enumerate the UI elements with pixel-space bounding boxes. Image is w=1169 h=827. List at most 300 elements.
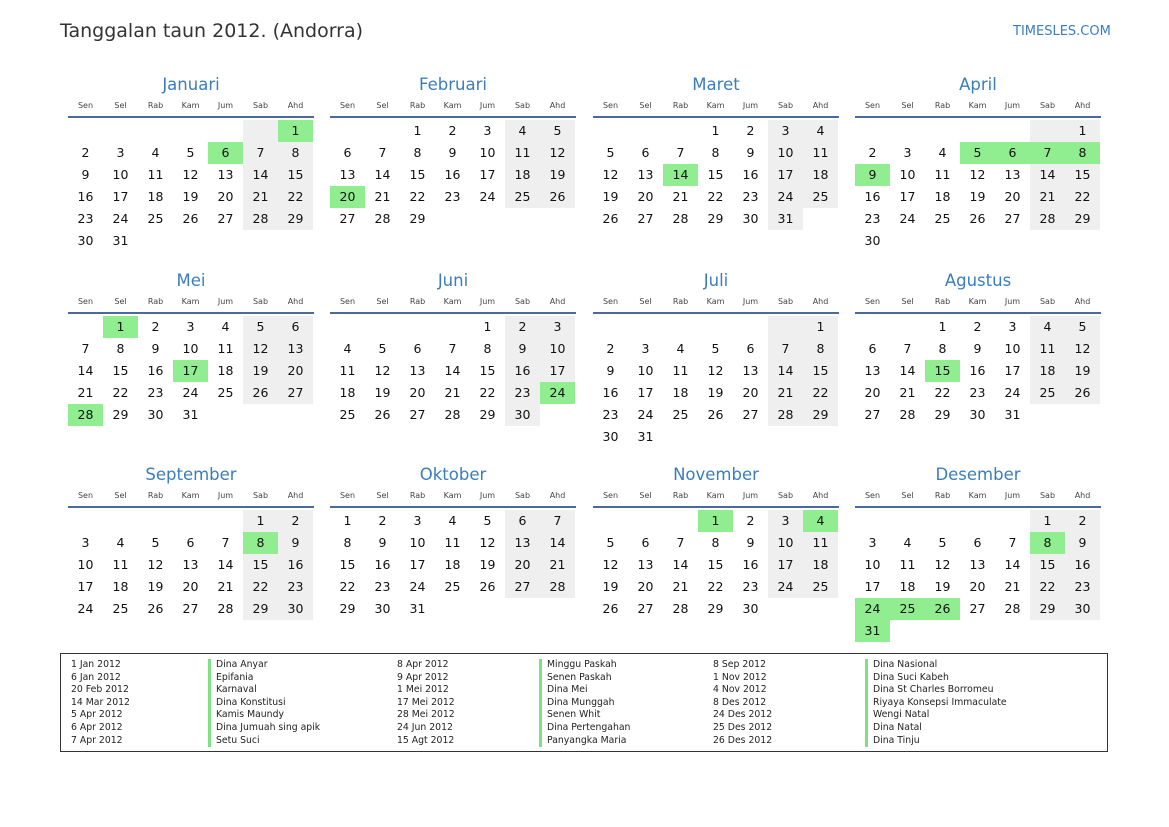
day-cell: 18 bbox=[339, 385, 356, 400]
empty-cell bbox=[593, 510, 628, 532]
day-cell: 19 bbox=[969, 189, 986, 204]
day-cell: 9 bbox=[746, 145, 755, 160]
day-cell: 1 bbox=[1030, 510, 1065, 532]
day-cell: 16 bbox=[969, 363, 986, 378]
day-cell: 22 bbox=[1030, 576, 1065, 598]
day-cell: 2 bbox=[81, 145, 90, 160]
day-cell: 22 bbox=[409, 189, 426, 204]
day-cell: 23 bbox=[444, 189, 461, 204]
holiday-day: 8 bbox=[1030, 532, 1065, 554]
legend-holiday-name: Wengi Natal bbox=[865, 709, 1007, 722]
day-cell: 6 bbox=[278, 316, 313, 338]
day-cell: 6 bbox=[186, 535, 195, 550]
day-cell: 29 bbox=[112, 407, 129, 422]
day-cell: 12 bbox=[1065, 338, 1100, 360]
weekday-label: Kam bbox=[968, 491, 987, 500]
day-cell: 4 bbox=[448, 513, 457, 528]
month-name: Oktober bbox=[419, 465, 487, 484]
empty-cell bbox=[890, 120, 925, 142]
day-cell: 17 bbox=[1004, 363, 1021, 378]
day-cell: 10 bbox=[1004, 341, 1021, 356]
day-cell: 23 bbox=[374, 579, 391, 594]
day-cell: 10 bbox=[77, 557, 94, 572]
day-cell: 26 bbox=[147, 601, 164, 616]
day-cell: 11 bbox=[444, 535, 461, 550]
day-cell: 1 bbox=[243, 510, 278, 532]
day-cell: 9 bbox=[606, 363, 615, 378]
weekday-label: Jum bbox=[479, 101, 496, 110]
weekday-label: Kam bbox=[443, 491, 462, 500]
empty-cell bbox=[733, 316, 768, 338]
day-cell: 9 bbox=[1065, 532, 1100, 554]
day-cell: 28 bbox=[1004, 601, 1021, 616]
empty-cell bbox=[243, 120, 278, 142]
day-cell: 17 bbox=[768, 164, 803, 186]
empty-cell bbox=[628, 316, 663, 338]
day-cell: 30 bbox=[742, 211, 759, 226]
empty-cell bbox=[890, 510, 925, 532]
day-grid bbox=[593, 120, 839, 230]
weekday-label: Sel bbox=[114, 491, 127, 500]
day-cell: 23 bbox=[147, 385, 164, 400]
day-cell: 8 bbox=[711, 535, 720, 550]
weekday-label: Sen bbox=[602, 297, 619, 306]
day-cell: 20 bbox=[409, 385, 426, 400]
month-agustus bbox=[855, 269, 1101, 426]
day-cell: 12 bbox=[374, 363, 391, 378]
day-cell: 28 bbox=[374, 211, 391, 226]
day-cell: 28 bbox=[243, 208, 278, 230]
day-cell: 29 bbox=[707, 211, 724, 226]
legend-dates bbox=[713, 659, 772, 747]
weekday-label: Ahd bbox=[287, 101, 304, 110]
weekday-header bbox=[593, 295, 839, 314]
empty-cell bbox=[593, 316, 628, 338]
legend-date: 26 Des 2012 bbox=[713, 734, 773, 746]
empty-cell bbox=[103, 120, 138, 142]
legend-date: 1 Jan 2012 bbox=[71, 659, 121, 670]
day-cell: 17 bbox=[899, 189, 916, 204]
day-cell: 30 bbox=[374, 601, 391, 616]
legend-holiday-name: Riyaya Konsepsi Immaculate bbox=[865, 697, 1007, 710]
day-cell: 14 bbox=[374, 167, 391, 182]
weekday-label: Rab bbox=[147, 491, 164, 500]
day-cell: 19 bbox=[602, 579, 619, 594]
day-cell: 21 bbox=[899, 385, 916, 400]
legend-date: 4 Nov 2012 bbox=[713, 684, 767, 696]
day-cell: 22 bbox=[479, 385, 496, 400]
day-cell: 1 bbox=[1065, 120, 1100, 142]
weekday-label: Sen bbox=[339, 491, 356, 500]
day-cell: 7 bbox=[448, 341, 457, 356]
month-januari bbox=[68, 73, 314, 252]
weekday-header bbox=[68, 489, 314, 508]
day-cell: 4 bbox=[1030, 316, 1065, 338]
legend-date: 9 Apr 2012 bbox=[397, 671, 449, 683]
empty-cell bbox=[138, 510, 173, 532]
day-cell: 28 bbox=[540, 576, 575, 598]
empty-cell bbox=[208, 510, 243, 532]
day-cell: 7 bbox=[1008, 535, 1017, 550]
day-cell: 29 bbox=[1065, 208, 1100, 230]
day-cell: 14 bbox=[217, 557, 234, 572]
day-cell: 22 bbox=[707, 579, 724, 594]
legend-holiday-name: Senen Whit bbox=[539, 709, 630, 722]
day-cell: 16 bbox=[602, 385, 619, 400]
weekday-label: Sen bbox=[77, 491, 94, 500]
weekday-label: Jum bbox=[217, 491, 234, 500]
day-cell: 16 bbox=[374, 557, 391, 572]
day-cell: 28 bbox=[768, 404, 803, 426]
weekday-label: Sel bbox=[376, 491, 389, 500]
day-cell: 13 bbox=[182, 557, 199, 572]
legend-holiday-name: Kamis Maundy bbox=[208, 709, 320, 722]
day-cell: 19 bbox=[707, 385, 724, 400]
empty-cell bbox=[663, 510, 698, 532]
weekday-label: Sab bbox=[777, 491, 794, 500]
day-cell: 7 bbox=[378, 145, 387, 160]
legend-holiday-name: Minggu Paskah bbox=[539, 659, 630, 672]
day-cell: 11 bbox=[899, 557, 916, 572]
day-cell: 15 bbox=[479, 363, 496, 378]
day-cell: 21 bbox=[243, 186, 278, 208]
day-cell: 2 bbox=[746, 123, 755, 138]
day-cell: 28 bbox=[899, 407, 916, 422]
day-cell: 9 bbox=[973, 341, 982, 356]
day-cell: 21 bbox=[540, 554, 575, 576]
weekday-label: Jum bbox=[479, 297, 496, 306]
day-cell: 1 bbox=[343, 513, 352, 528]
day-cell: 8 bbox=[711, 145, 720, 160]
day-cell: 3 bbox=[903, 145, 912, 160]
day-cell: 9 bbox=[448, 145, 457, 160]
day-cell: 26 bbox=[479, 579, 496, 594]
day-cell: 3 bbox=[81, 535, 90, 550]
day-cell: 3 bbox=[868, 535, 877, 550]
empty-cell bbox=[960, 120, 995, 142]
day-cell: 22 bbox=[934, 385, 951, 400]
empty-cell bbox=[68, 120, 103, 142]
day-cell: 19 bbox=[1065, 360, 1100, 382]
weekday-label: Rab bbox=[672, 491, 689, 500]
day-cell: 30 bbox=[1065, 598, 1100, 620]
day-cell: 29 bbox=[479, 407, 496, 422]
empty-cell bbox=[103, 510, 138, 532]
day-cell: 5 bbox=[540, 120, 575, 142]
day-cell: 10 bbox=[112, 167, 129, 182]
weekday-label: Sab bbox=[252, 297, 269, 306]
day-cell: 25 bbox=[672, 407, 689, 422]
weekday-label: Kam bbox=[443, 101, 462, 110]
empty-cell bbox=[68, 510, 103, 532]
day-cell: 10 bbox=[182, 341, 199, 356]
day-cell: 10 bbox=[540, 338, 575, 360]
weekday-label: Sel bbox=[114, 101, 127, 110]
day-cell: 11 bbox=[217, 341, 234, 356]
holiday-day: 17 bbox=[173, 360, 208, 382]
day-cell: 20 bbox=[278, 360, 313, 382]
holiday-day: 7 bbox=[1030, 142, 1065, 164]
day-cell: 14 bbox=[243, 164, 278, 186]
day-cell: 16 bbox=[742, 167, 759, 182]
day-cell: 12 bbox=[540, 142, 575, 164]
weekday-label: Rab bbox=[934, 491, 951, 500]
day-cell: 4 bbox=[221, 319, 230, 334]
day-cell: 2 bbox=[505, 316, 540, 338]
day-cell: 16 bbox=[77, 189, 94, 204]
day-cell: 30 bbox=[602, 429, 619, 444]
day-grid bbox=[855, 510, 1101, 642]
weekday-label: Sen bbox=[339, 297, 356, 306]
day-cell: 12 bbox=[969, 167, 986, 182]
day-cell: 12 bbox=[934, 557, 951, 572]
day-cell: 29 bbox=[339, 601, 356, 616]
holiday-day: 15 bbox=[925, 360, 960, 382]
weekday-header bbox=[593, 489, 839, 508]
weekday-header bbox=[855, 99, 1101, 118]
weekday-header bbox=[330, 99, 576, 118]
month-november bbox=[593, 463, 839, 620]
empty-cell bbox=[663, 120, 698, 142]
day-cell: 17 bbox=[409, 557, 426, 572]
weekday-label: Sen bbox=[864, 297, 881, 306]
day-cell: 7 bbox=[676, 145, 685, 160]
day-cell: 2 bbox=[448, 123, 457, 138]
day-cell: 23 bbox=[864, 211, 881, 226]
weekday-label: Ahd bbox=[549, 491, 566, 500]
day-cell: 5 bbox=[606, 145, 615, 160]
empty-cell bbox=[400, 316, 435, 338]
weekday-label: Sen bbox=[339, 101, 356, 110]
day-cell: 24 bbox=[637, 407, 654, 422]
day-cell: 28 bbox=[672, 211, 689, 226]
day-cell: 15 bbox=[409, 167, 426, 182]
day-cell: 12 bbox=[602, 557, 619, 572]
month-name: Februari bbox=[419, 75, 487, 94]
weekday-label: Sel bbox=[901, 491, 914, 500]
day-cell: 19 bbox=[147, 579, 164, 594]
weekday-label: Jum bbox=[1004, 101, 1021, 110]
empty-cell bbox=[855, 120, 890, 142]
day-cell: 29 bbox=[409, 211, 426, 226]
legend-holiday-name: Senen Paskah bbox=[539, 672, 630, 685]
day-cell: 6 bbox=[505, 510, 540, 532]
day-cell: 14 bbox=[1004, 557, 1021, 572]
legend-date: 7 Apr 2012 bbox=[71, 734, 123, 746]
weekday-label: Sel bbox=[901, 101, 914, 110]
legend-dates bbox=[71, 659, 130, 747]
day-cell: 28 bbox=[444, 407, 461, 422]
holiday-day: 8 bbox=[243, 532, 278, 554]
legend-date: 8 Apr 2012 bbox=[397, 659, 449, 670]
day-cell: 18 bbox=[444, 557, 461, 572]
weekday-label: Ahd bbox=[287, 491, 304, 500]
day-cell: 9 bbox=[151, 341, 160, 356]
day-cell: 27 bbox=[409, 407, 426, 422]
weekday-label: Jum bbox=[1004, 491, 1021, 500]
day-cell: 4 bbox=[903, 535, 912, 550]
legend-holiday-name: Dina Pertengahan bbox=[539, 722, 630, 735]
empty-cell bbox=[330, 120, 365, 142]
day-cell: 7 bbox=[903, 341, 912, 356]
day-cell: 6 bbox=[746, 341, 755, 356]
day-cell: 19 bbox=[479, 557, 496, 572]
holiday-day: 1 bbox=[278, 120, 313, 142]
day-cell: 17 bbox=[112, 189, 129, 204]
weekday-label: Jum bbox=[742, 491, 759, 500]
day-cell: 5 bbox=[378, 341, 387, 356]
legend-holiday-name: Dina Anyar bbox=[208, 659, 320, 672]
legend-holiday-name: Dina Suci Kabeh bbox=[865, 672, 1007, 685]
weekday-label: Kam bbox=[968, 297, 987, 306]
day-cell: 2 bbox=[746, 513, 755, 528]
day-cell: 3 bbox=[483, 123, 492, 138]
day-cell: 26 bbox=[1065, 382, 1100, 404]
day-cell: 17 bbox=[540, 360, 575, 382]
day-cell: 18 bbox=[803, 554, 838, 576]
day-cell: 18 bbox=[505, 164, 540, 186]
legend-names bbox=[539, 659, 630, 747]
day-cell: 6 bbox=[413, 341, 422, 356]
legend-date: 15 Agt 2012 bbox=[397, 734, 455, 746]
day-cell: 18 bbox=[147, 189, 164, 204]
day-cell: 22 bbox=[803, 382, 838, 404]
day-cell: 8 bbox=[483, 341, 492, 356]
day-cell: 4 bbox=[938, 145, 947, 160]
day-cell: 27 bbox=[637, 601, 654, 616]
day-cell: 30 bbox=[742, 601, 759, 616]
day-cell: 25 bbox=[444, 579, 461, 594]
weekday-label: Sab bbox=[514, 101, 531, 110]
day-cell: 27 bbox=[182, 601, 199, 616]
holiday-day: 8 bbox=[1065, 142, 1100, 164]
legend-names bbox=[208, 659, 320, 747]
holiday-day: 31 bbox=[855, 620, 890, 642]
legend-date: 8 Des 2012 bbox=[713, 696, 767, 708]
day-cell: 27 bbox=[969, 601, 986, 616]
legend-date: 25 Des 2012 bbox=[713, 721, 773, 733]
legend-holiday-name: Dina Natal bbox=[865, 722, 1007, 735]
weekday-label: Sel bbox=[639, 297, 652, 306]
day-cell: 16 bbox=[444, 167, 461, 182]
holiday-day: 5 bbox=[960, 142, 995, 164]
day-cell: 2 bbox=[378, 513, 387, 528]
weekday-label: Kam bbox=[706, 297, 725, 306]
weekday-label: Kam bbox=[181, 491, 200, 500]
day-cell: 30 bbox=[969, 407, 986, 422]
day-cell: 17 bbox=[479, 167, 496, 182]
day-cell: 5 bbox=[1065, 316, 1100, 338]
legend-holiday-name: Karnaval bbox=[208, 684, 320, 697]
day-cell: 13 bbox=[278, 338, 313, 360]
day-cell: 9 bbox=[278, 532, 313, 554]
day-cell: 31 bbox=[409, 601, 426, 616]
day-cell: 2 bbox=[151, 319, 160, 334]
day-cell: 28 bbox=[672, 601, 689, 616]
day-cell: 17 bbox=[77, 579, 94, 594]
day-cell: 13 bbox=[864, 363, 881, 378]
legend-date: 1 Nov 2012 bbox=[713, 671, 767, 683]
weekday-label: Kam bbox=[181, 101, 200, 110]
day-cell: 5 bbox=[186, 145, 195, 160]
day-cell: 30 bbox=[147, 407, 164, 422]
day-cell: 10 bbox=[864, 557, 881, 572]
day-cell: 5 bbox=[711, 341, 720, 356]
day-cell: 13 bbox=[409, 363, 426, 378]
weekday-label: Sab bbox=[514, 297, 531, 306]
empty-cell bbox=[365, 120, 400, 142]
legend-holiday-name: Dina Konstitusi bbox=[208, 697, 320, 710]
day-cell: 25 bbox=[803, 186, 838, 208]
day-cell: 20 bbox=[969, 579, 986, 594]
holiday-day: 20 bbox=[330, 186, 365, 208]
day-cell: 27 bbox=[339, 211, 356, 226]
day-cell: 5 bbox=[938, 535, 947, 550]
weekday-label: Rab bbox=[409, 297, 426, 306]
day-cell: 3 bbox=[1008, 319, 1017, 334]
day-cell: 28 bbox=[217, 601, 234, 616]
month-name: Juni bbox=[437, 271, 469, 290]
day-cell: 29 bbox=[934, 407, 951, 422]
holiday-day: 9 bbox=[855, 164, 890, 186]
site-link[interactable]: TIMESLES.COM bbox=[1013, 24, 1111, 39]
weekday-label: Kam bbox=[181, 297, 200, 306]
weekday-header bbox=[68, 295, 314, 314]
day-cell: 4 bbox=[116, 535, 125, 550]
day-cell: 22 bbox=[339, 579, 356, 594]
legend-holiday-name: Dina Nasional bbox=[865, 659, 1007, 672]
day-cell: 16 bbox=[742, 557, 759, 572]
empty-cell bbox=[925, 510, 960, 532]
weekday-label: Sel bbox=[639, 491, 652, 500]
day-cell: 24 bbox=[1004, 385, 1021, 400]
weekday-label: Ahd bbox=[1074, 491, 1091, 500]
empty-cell bbox=[925, 120, 960, 142]
day-cell: 15 bbox=[1065, 164, 1100, 186]
day-cell: 13 bbox=[1004, 167, 1021, 182]
day-cell: 11 bbox=[672, 363, 689, 378]
day-cell: 23 bbox=[505, 382, 540, 404]
day-cell: 22 bbox=[243, 576, 278, 598]
weekday-label: Sab bbox=[777, 101, 794, 110]
day-cell: 20 bbox=[217, 189, 234, 204]
legend-date: 6 Apr 2012 bbox=[71, 721, 123, 733]
weekday-label: Sab bbox=[252, 491, 269, 500]
weekday-label: Rab bbox=[409, 491, 426, 500]
day-cell: 18 bbox=[803, 164, 838, 186]
empty-cell bbox=[365, 316, 400, 338]
month-name: Agustus bbox=[944, 271, 1012, 290]
month-name: September bbox=[145, 465, 237, 484]
weekday-label: Sab bbox=[252, 101, 269, 110]
day-cell: 27 bbox=[864, 407, 881, 422]
day-cell: 26 bbox=[182, 211, 199, 226]
weekday-label: Ahd bbox=[1074, 101, 1091, 110]
weekday-label: Jum bbox=[217, 297, 234, 306]
day-cell: 28 bbox=[1030, 208, 1065, 230]
day-grid bbox=[330, 120, 576, 230]
day-cell: 27 bbox=[217, 211, 234, 226]
day-cell: 8 bbox=[413, 145, 422, 160]
weekday-label: Sen bbox=[602, 491, 619, 500]
empty-cell bbox=[138, 120, 173, 142]
weekday-label: Rab bbox=[672, 101, 689, 110]
day-cell: 12 bbox=[602, 167, 619, 182]
day-cell: 16 bbox=[505, 360, 540, 382]
month-februari bbox=[330, 73, 576, 230]
day-cell: 14 bbox=[768, 360, 803, 382]
legend-holiday-name: Dina Mei bbox=[539, 684, 630, 697]
